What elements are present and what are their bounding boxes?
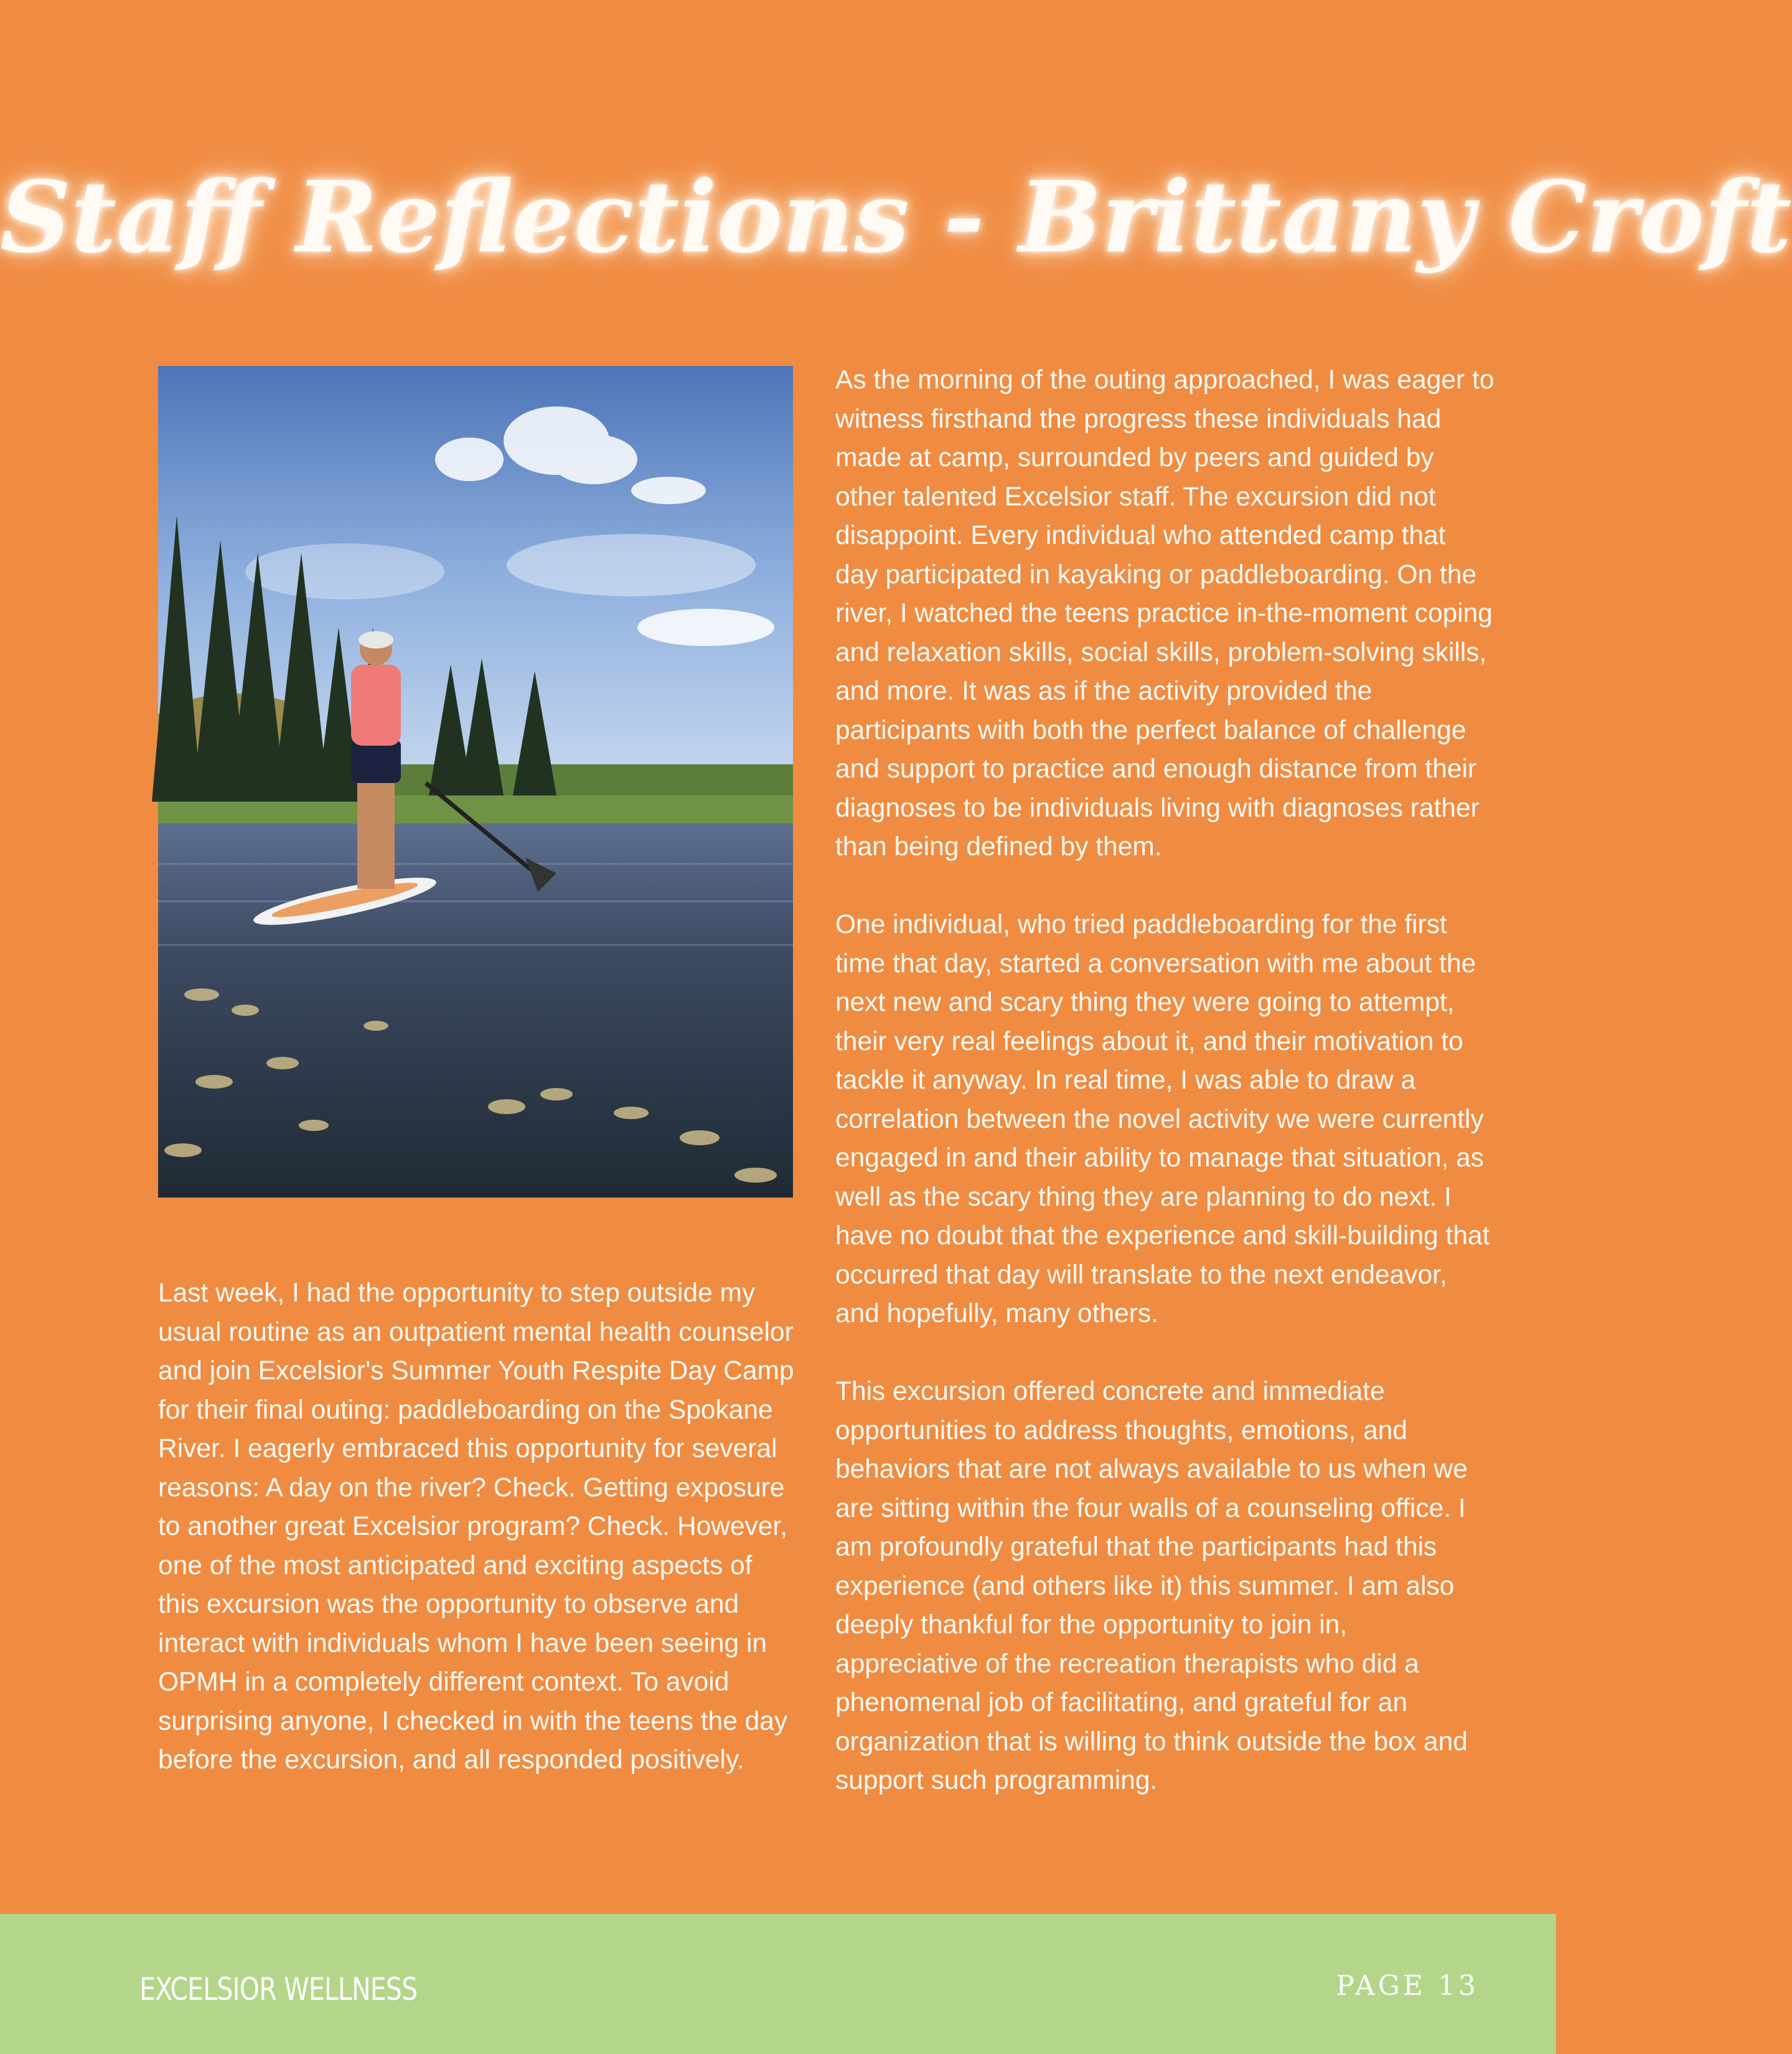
right-column-text — [835, 361, 1495, 1801]
paragraph: Last week, I had the opportunity to step outside my usual routine as an outpatient mental health counselor and join Excelsior's Summer Youth Respite Day Camp for their final outing: paddleboarding on the Spokane River. I eagerly embraced this opportunity for several reasons: A day on the river? Check. Getting exposure to another great Excelsior program? Check. However, one of the most anticipated and exciting aspects of this excursion was the opportunity to observe and interact with individuals whom I have been seeing in OPMH in a completely different context. To avoid surprising anyone, I checked in with the teens the day before the excursion, and all responded positively. — [158, 1278, 794, 1775]
page-title: Staff Reflections - Brittany Croft — [0, 160, 1792, 275]
footer-page-number: PAGE 13 — [1336, 1970, 1479, 2002]
footer-band — [0, 1914, 1556, 2054]
paragraph: As the morning of the outing approached, I was eager to witness firsthand the progress these individuals had made at camp, surrounded by peers and guided by other talented Excelsior staff. The excursion did not disappoint. Every individual who attended camp that day participated in kayaking or paddleboarding. On the river, I watched the teens practice in-the-moment coping and relaxation skills, social skills, problem-solving skills, and more. It was as if the activity provided the participants with both the perfect balance of challenge and support to practice and enough distance from their diagnoses to be individuals living with diagnoses rather than being defined by them. — [835, 365, 1494, 861]
photo-illustration — [158, 366, 793, 1198]
paragraph: One individual, who tried paddleboarding for the first time that day, started a conversation with me about the next new and scary thing they were going to attempt, their very real feelings about it, and their motivation to tackle it anyway. In real time, I was able to draw a correlation between the novel activity we were currently engaged in and their ability to manage that situation, as well as the scary thing they are planning to do next. I have no doubt that the experience and skill-building that occurred that day will translate to the next endeavor, and hopefully, many others. — [835, 910, 1490, 1328]
footer-org-name: EXCELSIOR WELLNESS — [139, 1971, 418, 2007]
paragraph: This excursion offered concrete and immediate opportunities to address thoughts, emotions, and behaviors that are not always available to us when we are sitting within the four walls of a counseling office. I am profoundly grateful that the participants had this experience (and others like it) this summer. I am also deeply thankful for the opportunity to join in, appreciative of the recreation therapists who did a phenomenal job of facilitating, and grateful for an organization that is willing to think outside the box and support such programming. — [835, 1377, 1468, 1795]
paddleboard-river-photo — [158, 366, 793, 1198]
left-column-text — [158, 1274, 796, 1780]
